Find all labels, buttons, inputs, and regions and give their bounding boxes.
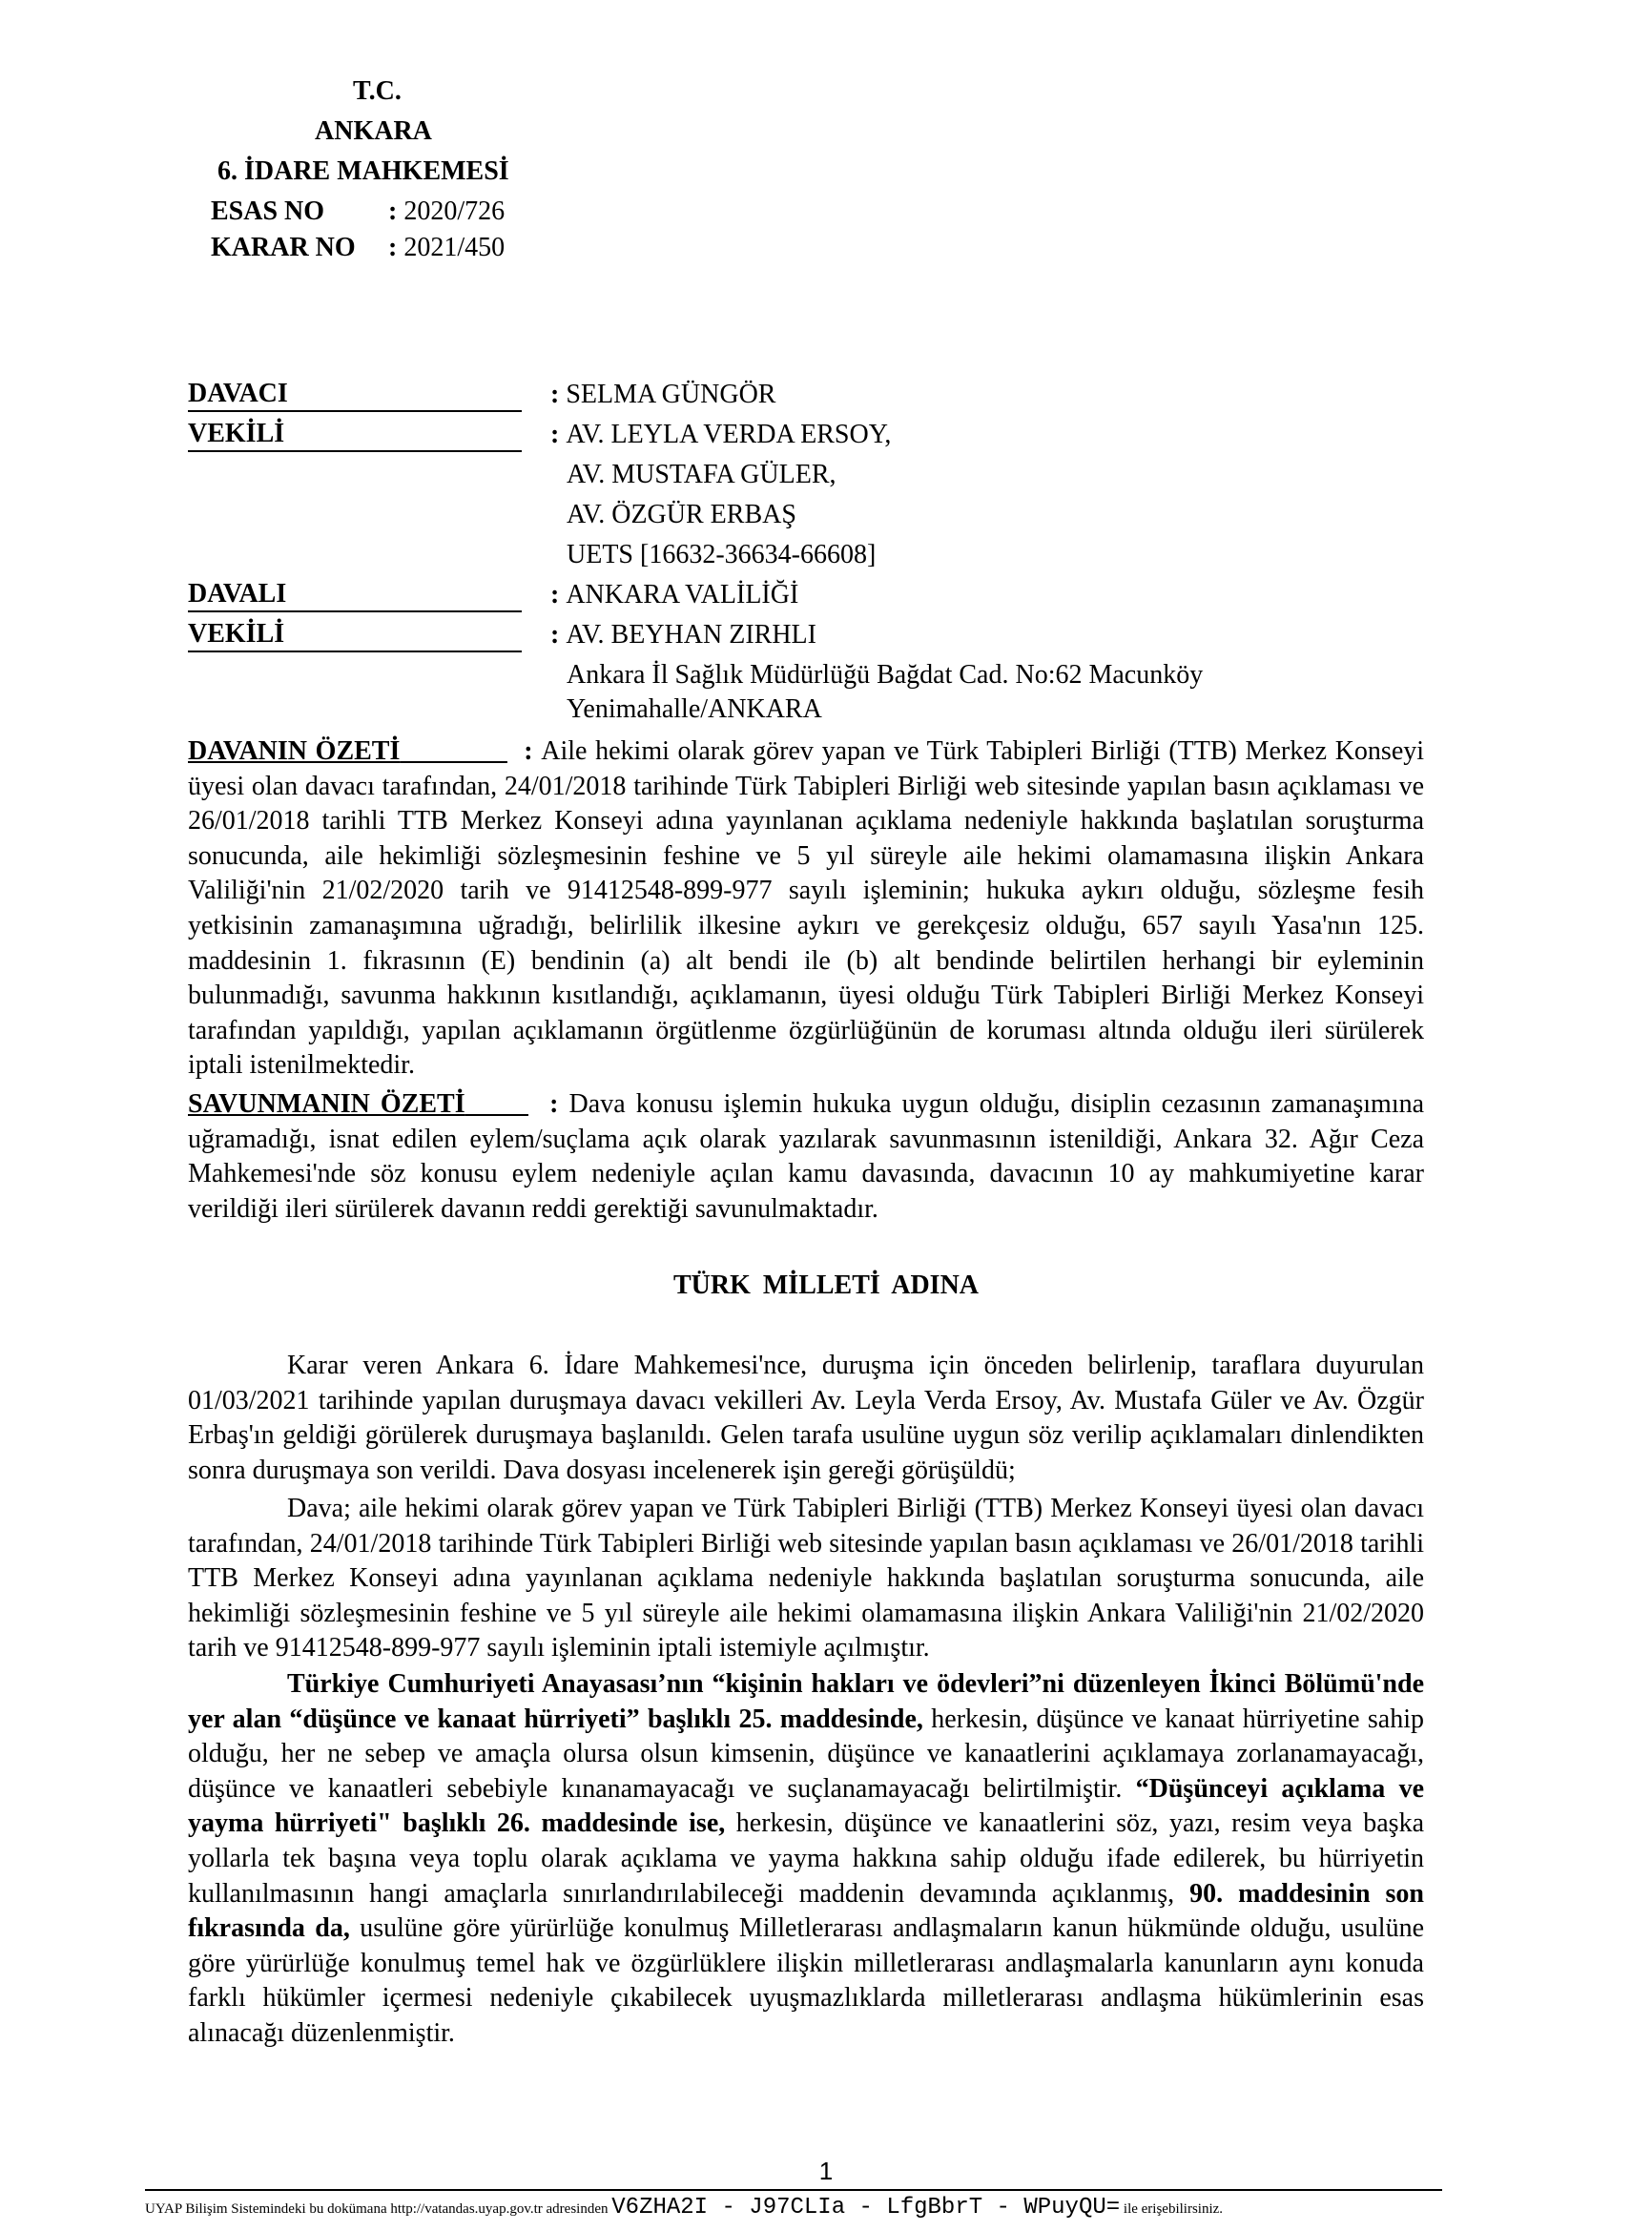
document-page: T.C. ANKARA 6. İDARE MAHKEMESİ ESAS NO : 2020/726 KARAR NO : 2021/450 DAVACI : SELMA GÜNGÖR VEKİLİ : AV. LEYLA VERDA ERSOY, AV. MUSTAFA GÜLER, AV. ÖZGÜR ERBAŞ UETS [16632-36634-66608] DAVALI : ANKARA VALİLİĞİ VEKİLİ : AV. BEYHAN ZIRHLI Ankara İl Sağlık Müdürlüğü Bağdat Cad. No:62 Macunköy Yenimahalle/ANKARA DAVANIN ÖZETİ : Aile hekimi olarak görev yapan ve Türk Tabipleri Birliği (TTB) Merkez Konseyi üyesi olan davacı tarafından, 24/01/2018 tarihinde Türk Tabipleri Birliği web sitesinde yapılan basın açıklaması ve 26/01/2018 tarihli TTB Merkez Konseyi adına yayınlanan açıklama nedeniyle hakkında başlatılan soruşturma sonucunda, aile hekimliği sözleşmesinin feshine ve 5 yıl süreyle aile hekimi olamamasına ilişkin Ankara Valiliği'nin 21/02/2020 tarih ve 91412548-899-977 sayılı işleminin; hukuka aykırı olduğu, sözleşme fesih yetkisinin zamanaşımına uğradığı, belirlilik ilkesine aykırı ve gerekçesiz olduğu, 657 sayılı Yasa'nın 125. maddesinin 1. fıkrasının (E) bendinin (a) alt bendi ile (b) alt bendinde belirtilen herhangi bir eyleminin bulunmadığı, savunma hakkının kısıtlandığı, açıklamanın, üyesi olduğu Türk Tabipleri Birliği Merkez Konseyi tarafından yapıldığı, yapılan açıklamanın örgütlenme özgürlüğünün de koruması altında olduğu ileri sürülerek iptali istenilmektedir. SAVUNMANIN ÖZETİ : Dava konusu işlemin hukuka uygun olduğu, disiplin cezasının zamanaşımına uğramadığı, isnat edilen eylem/suçlama açık olarak yazılarak savunmasının istenildiği, Ankara 32. Ağır Ceza Mahkemesi'nde söz konusu eylem nedeniyle açılan kamu davasında, davacının 10 ay mahkumiyetine karar verildiği ileri sürülerek davanın reddi gerektiği savunulmaktadır. TÜRK MİLLETİ ADINA Karar veren Ankara 6. İdare Mahkemesi'nce, duruşma için önceden belirlenip, taraflara duyurulan 01/03/2021 tarihinde yapılan duruşmaya davacı vekilleri Av. Leyla Verda Ersoy, Av. Mustafa Güler ve Av. Özgür Erbaş'ın geldiği görülerek duruşmaya başlanıldı. Gelen tarafa usulüne uygun söz verilip açıklamaları dinlendikten sonra duruşmaya son verildi. Dava dosyası incelenerek işin gereği görüşüldü; Dava; aile hekimi olarak görev yapan ve Türk Tabipleri Birliği (TTB) Merkez Konseyi üyesi olan davacı tarafından, 24/01/2018 tarihinde Türk Tabipleri Birliği web sitesinde yapılan basın açıklaması ve 26/01/2018 tarihli TTB Merkez Konseyi adına yayınlanan açıklama nedeniyle hakkında başlatılan soruşturma sonucunda, aile hekimliği sözleşmesinin feshine ve 5 yıl süreyle aile hekimi olamamasına ilişkin Ankara Valiliği'nin 21/02/2020 tarih ve 91412548-899-977 sayılı işleminin iptali istemiyle açılmıştır. Türkiye Cumhuriyeti Anayasası’nın “kişinin hakları ve ödevleri”ni düzenleyen İkinci Bölümü'nde yer alan “düşünce ve kanaat hürriyeti” başlıklı 25. maddesinde, herkesin, düşünce ve kanaat hürriyetine sahip olduğu, her ne sebep ve amaçla olursa olsun kimsenin, düşünce ve kanaatlerini açıklamaya zorlanamayacağı, düşünce ve kanaatleri sebebiyle kınanamayacağı ve suçlanamayacağı belirtilmiştir. “Düşünceyi açıklama ve yayma hürriyeti" başlıklı 26. maddesinde ise, herkesin, düşünce ve kanaatlerini söz, yazı, resim veya başka yollarla tek başına veya toplu olarak açıklama ve yayma hakkına sahip olduğu ifade edilerek, bu hürriyetin kullanılmasının hangi amaçlarla sınırlandırılabileceği maddenin devamında açıklanmış, 90. maddesinin son fıkrasında da, usulüne göre yürürlüğe konulmuş Milletlerarası andlaşmaların kanun hükmünde olduğu, usulüne göre yürürlüğe konulmuş temel hak ve özgürlüklere ilişkin milletlerarası andlaşmalarla kanunların aynı konuda farklı hükümler içermesi nedeniyle çıkabilecek uyuşmazlıklarda milletlerarası andlaşma hükümlerinin esas alınacağı düzenlenmiştir. 1 UYAP Bilişim Sistemindeki bu dokümana http://vatandas.uyap.gov.tr adresinden V6ZHA2I - J97CLIa - LfgBbrT - WPuyQU= ile erişebilirsiniz. [0, 0, 1652, 2231]
davanin-ozeti-label: DAVANIN ÖZETİ [188, 736, 401, 766]
vekil2-address: Yenimahalle/ANKARA [567, 694, 822, 724]
karar-no-label: KARAR NO [211, 233, 356, 262]
esas-no-label: ESAS NO [211, 196, 325, 226]
section-title: TÜRK MİLLETİ ADINA [672, 1270, 980, 1300]
vekil1-line: AV. MUSTAFA GÜLER, [567, 460, 836, 489]
constitution-article-26: “Düşünceyi açıklama ve yayma hürriyeti" başlıklı 26. maddesinde ise, [188, 1773, 1425, 1839]
esas-no-value: 2020/726 [403, 196, 506, 226]
karar-no-row: KARAR NO : 2021/450 [211, 231, 505, 265]
vekil1-line: UETS [16632-36634-66608] [567, 540, 877, 569]
footer-text-end: ile erişebilirsiniz. [1123, 2201, 1224, 2217]
verification-code: V6ZHA2I - J97CLIa - LfgBbrT - WPuyQU= [611, 2195, 1121, 2221]
esas-no-row: ESAS NO : 2020/726 [211, 195, 505, 229]
davanin-ozeti-paragraph: DAVANIN ÖZETİ : Aile hekimi olarak görev yapan ve Türk Tabipleri Birliği (TTB) Merkez Konseyi üyesi olan davacı tarafından, 24/01/2018 tarihinde Türk Tabipleri Birliği web sitesinde yapılan basın açıklaması ve 26/01/2018 tarihli TTB Merkez Konseyi adına yayınlanan açıklama nedeniyle hakkında başlatılan soruşturma sonucunda, aile hekimliği sözleşmesinin feshine ve 5 yıl süreyle aile hekimi olamamasına ilişkin Ankara Valiliği'nin 21/02/2020 tarih ve 91412548-899-977 sayılı işleminin; hukuka aykırı olduğu, sözleşme fesih yetkisinin zamanaşımına uğradığı, belirlilik ilkesine aykırı ve gerekçesiz olduğu, 657 sayılı Yasa'nın 125. maddesinin 1. fıkrasının (E) bendinin (a) alt bendi ile (b) alt bendinde belirtilen herhangi bir eyleminin bulunmadığı, savunma hakkının kısıtlandığı, açıklamanın, üyesi olduğu Türk Tabipleri Birliği Merkez Konseyi tarafından yapıldığı, yapılan açıklamanın örgütlenme özgürlüğünün de koruması altında olduğu ileri sürülerek iptali istenilmektedir. [188, 736, 1425, 1081]
vekil2-label: VEKİLİ [188, 618, 522, 652]
vekil2-line: AV. BEYHAN ZIRHLI [566, 620, 816, 650]
body-text: herkesin, düşünce ve kanaatlerini söz, yazı, resim veya başka yollarla tek başına veya toplu olarak açıklama ve yayma hakkına sahip olduğu ifade edilerek, bu hürriyetin kullanılmasının hangi amaçlarla sınırlandırılabileceği maddenin devamında açıklanmış, [188, 1808, 1424, 1909]
footer-divider [145, 2189, 1442, 2191]
body-paragraph-2: Dava; aile hekimi olarak görev yapan ve Türk Tabipleri Birliği (TTB) Merkez Konseyi üyesi olan davacı tarafından, 24/01/2018 tarihinde Türk Tabipleri Birliği web sitesinde yapılan basın açıklaması ve 26/01/2018 tarihli TTB Merkez Konseyi adına yayınlanan açıklama nedeniyle hakkında başlatılan soruşturma sonucunda, aile hekimliği sözleşmesinin feshine ve 5 yıl süreyle aile hekimi olamamasına ilişkin Ankara Valiliği'nin 21/02/2020 tarih ve 91412548-899-977 sayılı işleminin iptali istemiyle açılmıştır. [188, 1494, 1424, 1663]
davali-value: ANKARA VALİLİĞİ [566, 580, 799, 609]
page-number: 1 [818, 2157, 834, 2185]
header-court: 6. İDARE MAHKEMESİ [217, 156, 509, 186]
footer-text: UYAP Bilişim Sistemindeki bu dokümana http://vatandas.uyap.gov.tr adresinden [145, 2201, 609, 2217]
karar-no-value: 2021/450 [403, 233, 506, 262]
header-city: ANKARA [315, 116, 432, 146]
savunmanin-ozeti-text: Dava konusu işlemin hukuka uygun olduğu, disiplin cezasının zamanaşımına uğramadığı, isnat edilen eylem/suçlama açık olarak yazılarak savunmasının istenildiği, Ankara 32. Ağır Ceza Mahkemesi'nde söz konusu eylem nedeniyle açılan kamu davasında, davacının 10 ay mahkumiyetine karar verildiği ileri sürülerek davanın reddi gerektiği savunulmaktadır. [188, 1089, 1425, 1224]
body-paragraph-3 [188, 1667, 1424, 2052]
constitution-article-90: 90. maddesinin son fıkrasında da, [188, 1878, 1424, 1944]
vekil1-label: VEKİLİ [188, 418, 522, 452]
body-text: herkesin, düşünce ve kanaat hürriyetine sahip olduğu, her ne sebep ve amaçla olursa olsun kimsenin, düşünce ve kanaatlerini açıklamaya zorlanamayacağı, düşünce ve kanaatleri sebebiyle kınanamayacağı ve suçlanamayacağı belirtilmiştir. [188, 1704, 1424, 1804]
vekil2-address: Ankara İl Sağlık Müdürlüğü Bağdat Cad. No:62 Macunköy [567, 660, 1204, 690]
vekil1-line: AV. LEYLA VERDA ERSOY, [566, 420, 892, 449]
savunmanin-ozeti-label: SAVUNMANIN ÖZETİ [188, 1089, 465, 1119]
davaci-label: DAVACI [188, 378, 522, 412]
body-text: usulüne göre yürürlüğe konulmuş Milletlerarası andlaşmaların kanun hükmünde olduğu, usulüne göre yürürlüğe konulmuş temel hak ve özgürlüklere ilişkin milletlerarası andlaşmalarla kanunların aynı konuda farklı hükümler içermesi nedeniyle çıkabilecek uyuşmazlıklarda milletlerarası andlaşma hükümlerinin esas alınacağı düzenlenmiştir. [188, 1913, 1424, 2048]
davaci-value: SELMA GÜNGÖR [566, 380, 776, 409]
vekil1-line: AV. ÖZGÜR ERBAŞ [567, 500, 796, 529]
body-paragraph-1: Karar veren Ankara 6. İdare Mahkemesi'nce, duruşma için önceden belirlenip, taraflara duyurulan 01/03/2021 tarihinde yapılan duruşmaya davacı vekilleri Av. Leyla Verda Ersoy, Av. Mustafa Güler ve Av. Özgür Erbaş'ın geldiği görülerek duruşmaya başlanıldı. Gelen tarafa usulüne uygun söz verilip açıklamaları dinlendikten sonra duruşmaya son verildi. Dava dosyası incelenerek işin gereği görüşüldü; [188, 1351, 1424, 1485]
header-tc: T.C. [353, 76, 402, 106]
footer-note [145, 2192, 1223, 2225]
savunmanin-ozeti-paragraph: SAVUNMANIN ÖZETİ : Dava konusu işlemin hukuka uygun olduğu, disiplin cezasının zamanaşımına uğramadığı, isnat edilen eylem/suçlama açık olarak yazılarak savunmasının istenildiği, Ankara 32. Ağır Ceza Mahkemesi'nde söz konusu eylem nedeniyle açılan kamu davasında, davacının 10 ay mahkumiyetine karar verildiği ileri sürülerek davanın reddi gerektiği savunulmaktadır. [188, 1089, 1425, 1224]
constitution-article-25: Türkiye Cumhuriyeti Anayasası’nın “kişinin hakları ve ödevleri”ni düzenleyen İkinci Bölümü'nde yer alan “düşünce ve kanaat hürriyeti” başlıklı 25. maddesinde, [188, 1669, 1424, 1734]
davanin-ozeti-text: Aile hekimi olarak görev yapan ve Türk Tabipleri Birliği (TTB) Merkez Konseyi üyesi olan davacı tarafından, 24/01/2018 tarihinde Türk Tabipleri Birliği web sitesinde yapılan basın açıklaması ve 26/01/2018 tarihli TTB Merkez Konseyi adına yayınlanan açıklama nedeniyle hakkında başlatılan soruşturma sonucunda, aile hekimliği sözleşmesinin feshine ve 5 yıl süreyle aile hekimi olamamasına ilişkin Ankara Valiliği'nin 21/02/2020 tarih ve 91412548-899-977 sayılı işleminin; hukuka aykırı olduğu, sözleşme fesih yetkisinin zamanaşımına uğradığı, belirlilik ilkesine aykırı ve gerekçesiz olduğu, 657 sayılı Yasa'nın 125. maddesinin 1. fıkrasının (E) bendinin (a) alt bendi ile (b) alt bendinde belirtilen herhangi bir eyleminin bulunmadığı, savunma hakkının kısıtlandığı, açıklamanın, üyesi olduğu Türk Tabipleri Birliği Merkez Konseyi tarafından yapıldığı, yapılan açıklamanın örgütlenme özgürlüğünün de koruması altında olduğu ileri sürülerek iptali istenilmektedir. [188, 736, 1425, 1081]
davali-label: DAVALI [188, 578, 522, 612]
